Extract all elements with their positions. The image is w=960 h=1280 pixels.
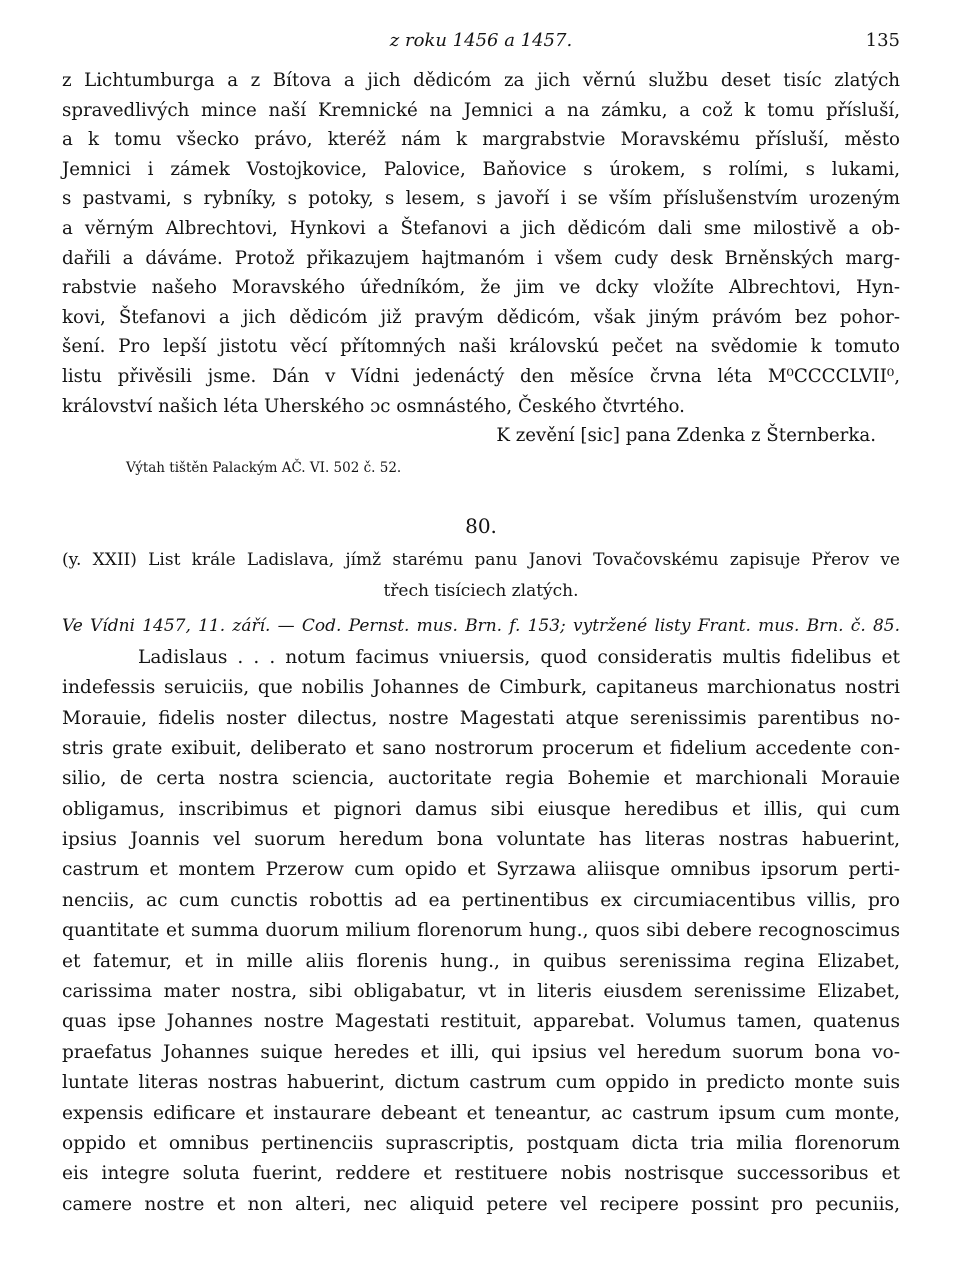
text-line: indefessis seruiciis, que nobilis Johannes de Cimburk, capitaneus marchionatus nostri [62, 677, 900, 699]
document-heading-line: (y. XXII) List krále Ladislava, jímž starému panu Janovi Tovačovskému zapisuje Přerov ve [62, 549, 900, 570]
czech-paragraph [62, 66, 900, 451]
text-line: carissima mater nostra, sibi obligabatur, vt in literis eiusdem serenissime Elizabet, [62, 981, 900, 1003]
text-line: quantitate et summa duorum milium florenorum hung., quos sibi debere recognoscimus [62, 920, 900, 942]
text-line: et fatemur, et in mille aliis florenis hung., in quibus serenissima regina Elizabet, [62, 950, 900, 972]
text-line: a věrným Albrechtovi, Hynkovi a Štefanovi a jich dědicóm dali sme milostivě a ob- [62, 217, 900, 239]
text-line: stris grate exibuit, deliberato et sano nostrorum procerum et fidelium accedente con- [62, 737, 900, 759]
text-line: s pastvami, s rybníky, s potoky, s lesem, s javoří i se vším příslušenstvím urozeným [62, 188, 900, 210]
text-line: praefatus Johannes suique heredes et illi, qui ipsius vel heredum suorum bona vo- [62, 1041, 900, 1063]
text-line: Ladislaus . . . notum facimus vniuersis, quod consideratis multis fidelibus et [138, 646, 900, 668]
text-line: obligamus, inscribimus et pignori damus sibi eiusque heredibus et illis, qui cum [62, 798, 900, 820]
text-line: castrum et montem Przerow cum opido et Syrzawa aliisque omnibus ipsorum perti- [62, 859, 900, 881]
date-source-line: Ve Vídni 1457, 11. září. — Cod. Pernst. mus. Brn. f. 153; vytržené listy Frant. mus. Brn. č. 85. [62, 615, 900, 636]
document-heading-line: třech tisíciech zlatých. [383, 580, 579, 601]
text-line: oppido et omnibus pertinenciis suprascriptis, postquam dicta tria milia florenorum [62, 1132, 900, 1154]
text-line: z Lichtumburga a z Bítova a jich dědicóm za jich věrnú službu deset tisíc zlatých [62, 70, 900, 91]
document-number: 80. [465, 513, 497, 538]
signature-line: K zevění [sic] pana Zdenka z Šternberka. [496, 425, 876, 447]
text-line: království našich léta Uherského ɔc osmnástého, Českého čtvrtého. [62, 395, 685, 417]
running-header [62, 30, 900, 66]
text-line: a k tomu všecko právo, kteréž nám k margrabstvie Moravskému přísluší, město [62, 129, 900, 151]
text-line: dařili a dáváme. Protož přikazujem hajtmanóm i všem cudy desk Brněnských marg- [62, 247, 900, 269]
text-line: spravedlivých mince naší Kremnické na Jemnici a na zámku, a což k tomu přísluší, [62, 99, 900, 121]
text-line: eis integre soluta fuerint, reddere et restituere nobis nostrisque successoribus et [62, 1163, 900, 1185]
text-line: silio, de certa nostra sciencia, auctoritate regia Bohemie et marchionali Morauie [62, 768, 900, 790]
text-line: listu přivěsili jsme. Dán v Vídni jedenáctý den měsíce črvna léta M⁰CCCCLVII⁰, [62, 365, 900, 387]
running-title: z roku 1456 a 1457. [389, 30, 573, 51]
source-note: Výtah tištěn Palackým AČ. VI. 502 č. 52. [126, 459, 402, 476]
text-line: Morauie, fidelis noster dilectus, nostre Magestati atque serenissimis parentibus no- [62, 707, 900, 729]
text-line: rabstvie našeho Moravského úředníkóm, že jim ve dcky vložíte Albrechtovi, Hyn- [62, 277, 900, 299]
text-line: šení. Pro lepší jistotu věcí přítomných naši královskú pečet na svědomie k tomuto [62, 336, 900, 358]
text-line: ipsius Joannis vel suorum heredum bona voluntate has literas nostras habuerint, [62, 829, 900, 851]
text-line: Jemnici i zámek Vostojkovice, Palovice, Baňovice s úrokem, s rolími, s lukami, [62, 158, 900, 180]
text-line: expensis edificare et instaurare debeant et teneantur, ac castrum ipsum cum monte, [62, 1102, 900, 1124]
text-line: luntate literas nostras habuerint, dictum castrum cum oppido in predicto monte suis [62, 1072, 900, 1094]
text-line: camere nostre et non alteri, nec aliquid petere vel recipere possint pro pecuniis, [62, 1193, 900, 1215]
text-line: nenciis, ac cum cunctis robottis ad ea pertinentibus ex circumiacentibus villis, pro [62, 889, 900, 911]
latin-paragraph [62, 643, 900, 1220]
text-line: quas ipse Johannes nostre Magestati restituit, apparebat. Volumus tamen, quatenus [62, 1011, 900, 1033]
document-page [62, 30, 900, 1220]
page-number: 135 [865, 30, 900, 51]
text-line: kovi, Štefanovi a jich dědicóm již pravým dědicóm, však jiným právóm bez pohor- [62, 306, 900, 328]
